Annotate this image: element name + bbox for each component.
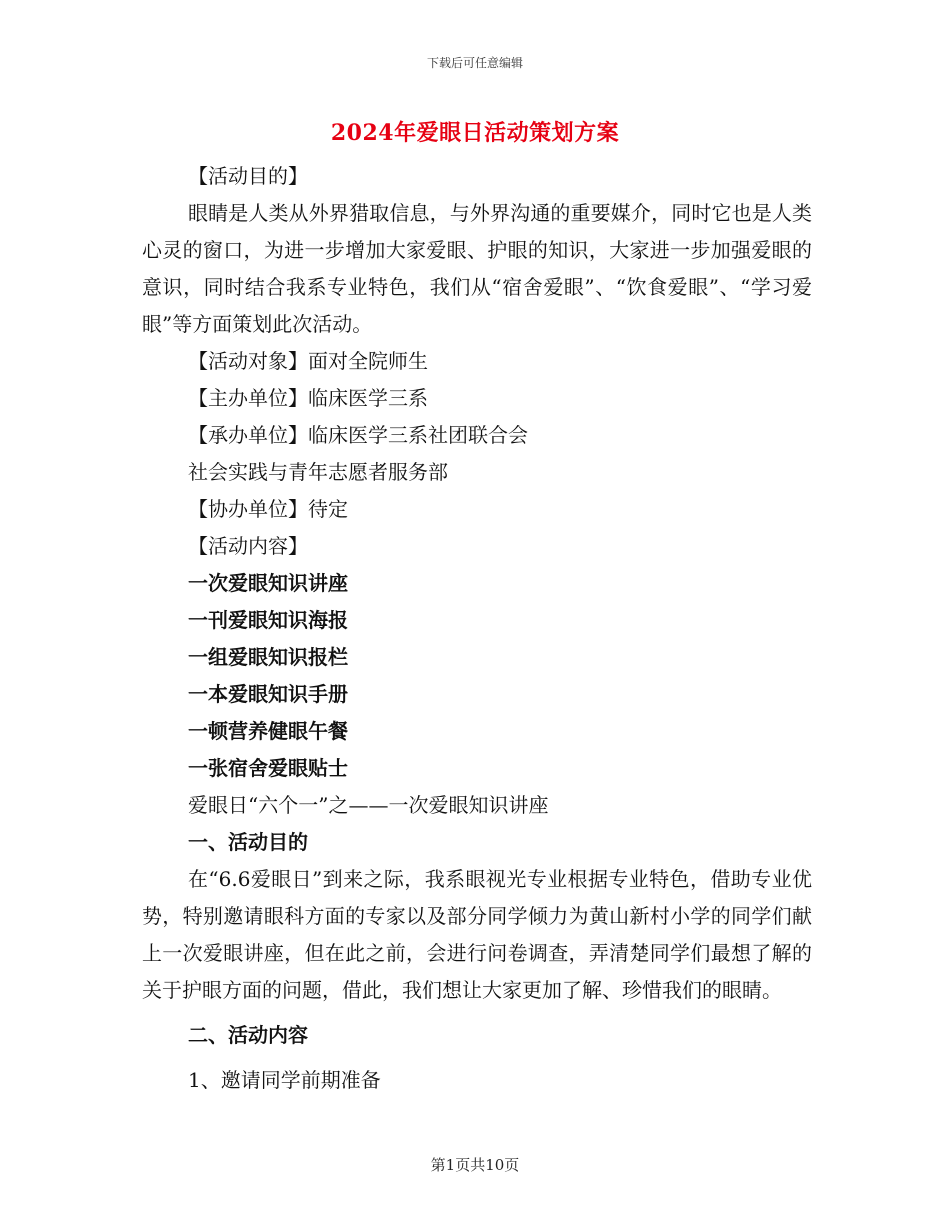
content-item-3: 一组爱眼知识报栏 (188, 645, 348, 669)
content-item-5: 一顿营养健眼午餐 (188, 719, 348, 743)
organizer-line: 【承办单位】临床医学三系社团联合会 (188, 423, 528, 447)
section-2-item-1: 1、邀请同学前期准备 (188, 1068, 381, 1092)
lecture-title: 爱眼日“六个一”之——一次爱眼知识讲座 (188, 793, 549, 817)
document-body (142, 158, 812, 1099)
host-line: 【主办单位】临床医学三系 (188, 386, 428, 410)
content-item-6: 一张宿舍爱眼贴士 (188, 756, 348, 780)
content-item-1: 一次爱眼知识讲座 (188, 571, 348, 595)
purpose-heading: 【活动目的】 (188, 164, 308, 188)
content-item-4: 一本爱眼知识手册 (188, 682, 348, 706)
organizer-dept-line: 社会实践与青年志愿者服务部 (188, 460, 448, 484)
document-title: 2024年爱眼日活动策划方案 (330, 120, 620, 146)
content-heading: 【活动内容】 (188, 534, 308, 558)
content-item-2: 一刊爱眼知识海报 (188, 608, 348, 632)
header-note: 下载后可任意编辑 (426, 56, 523, 70)
section-2-heading: 二、活动内容 (188, 1023, 308, 1047)
purpose-paragraph: 眼睛是人类从外界猎取信息，与外界沟通的重要媒介，同时它也是人类心灵的窗口，为进一步增加大家爱眼、护眼的知识，大家进一步加强爱眼的意识，同时结合我系专业特色，我们从“宿舍爱眼”、“饮食爱眼”、“学习爱眼”等方面策划此次活动。 (142, 201, 812, 336)
page-indicator: 第1页共10页 (430, 1156, 520, 1174)
section-1-paragraph: 在“6.6爱眼日”到来之际，我系眼视光专业根据专业特色，借助专业优势，特别邀请眼科方面的专家以及部分同学倾力为黄山新村小学的同学们献上一次爱眼讲座，但在此之前，会进行问卷调查，弄清楚同学们最想了解的关于护眼方面的问题，借此，我们想让大家更加了解、珍惜我们的眼睛。 (142, 867, 812, 1002)
co-organizer-line: 【协办单位】待定 (188, 497, 348, 521)
target-line: 【活动对象】面对全院师生 (188, 349, 428, 373)
section-1-heading: 一、活动目的 (188, 830, 308, 854)
